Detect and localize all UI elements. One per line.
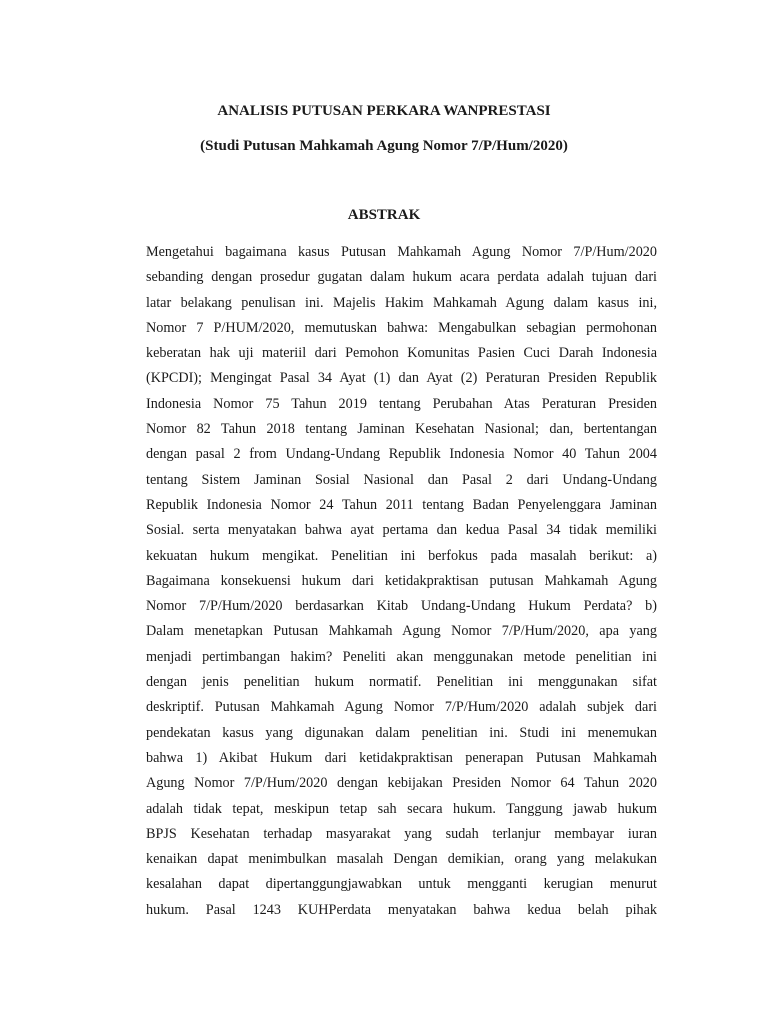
- document-title: ANALISIS PUTUSAN PERKARA WANPRESTASI: [217, 103, 551, 119]
- abstract-line: keberatan hak uji materiil dari Pemohon Komunitas Pasien Cuci Darah Indonesia: [146, 345, 657, 362]
- abstract-line: latar belakang penulisan ini. Majelis Hakim Mahkamah Agung dalam kasus ini,: [146, 294, 657, 311]
- abstract-line: dengan jenis penelitian hukum normatif. Penelitian ini menggunakan sifat: [146, 674, 657, 691]
- abstract-line: bahwa 1) Akibat Hukum dari ketidakpraktisan penerapan Putusan Mahkamah: [146, 749, 657, 766]
- abstract-line: Nomor 82 Tahun 2018 tentang Jaminan Kesehatan Nasional; dan, bertentangan: [146, 421, 657, 438]
- abstract-line: Nomor 7 P/HUM/2020, memutuskan bahwa: Mengabulkan sebagian permohonan: [146, 319, 657, 336]
- abstract-line: dengan pasal 2 from Undang-Undang Republik Indonesia Nomor 40 Tahun 2004: [146, 446, 657, 463]
- abstract-line: pendekatan kasus yang digunakan dalam penelitian ini. Studi ini menemukan: [146, 724, 657, 741]
- abstract-line: Agung Nomor 7/P/Hum/2020 dengan kebijakan Presiden Nomor 64 Tahun 2020: [146, 775, 657, 792]
- abstract-line: kekuatan hukum mengikat. Penelitian ini berfokus pada masalah berikut: a): [146, 547, 657, 564]
- abstract-line: adalah tidak tepat, meskipun tetap sah secara hukum. Tanggung jawab hukum: [146, 800, 657, 817]
- abstract-line: Bagaimana konsekuensi hukum dari ketidakpraktisan putusan Mahkamah Agung: [146, 572, 657, 589]
- abstract-line: kenaikan dapat menimbulkan masalah Dengan demikian, orang yang melakukan: [146, 851, 657, 868]
- abstract-line: (KPCDI); Mengingat Pasal 34 Ayat (1) dan Ayat (2) Peraturan Presiden Republik: [146, 370, 657, 387]
- abstract-body: [146, 240, 657, 923]
- abstract-line: Indonesia Nomor 75 Tahun 2019 tentang Perubahan Atas Peraturan Presiden: [146, 395, 657, 412]
- abstract-line: hukum. Pasal 1243 KUHPerdata menyatakan bahwa kedua belah pihak: [146, 901, 657, 918]
- abstract-line: deskriptif. Putusan Mahkamah Agung Nomor 7/P/Hum/2020 adalah subjek dari: [146, 699, 657, 716]
- abstract-line: menjadi pertimbangan hakim? Peneliti akan menggunakan metode penelitian ini: [146, 648, 657, 665]
- abstract-line: Nomor 7/P/Hum/2020 berdasarkan Kitab Undang-Undang Hukum Perdata? b): [146, 598, 657, 615]
- abstract-line: sebanding dengan prosedur gugatan dalam hukum acara perdata adalah tujuan dari: [146, 269, 657, 286]
- abstract-line: Sosial. serta menyatakan bahwa ayat pertama dan kedua Pasal 34 tidak memiliki: [146, 522, 657, 539]
- abstract-line: BPJS Kesehatan terhadap masyarakat yang sudah terlanjur membayar iuran: [146, 825, 657, 842]
- abstract-line: tentang Sistem Jaminan Sosial Nasional dan Pasal 2 dari Undang-Undang: [146, 471, 657, 488]
- abstract-line: Republik Indonesia Nomor 24 Tahun 2011 tentang Badan Penyelenggara Jaminan: [146, 496, 657, 513]
- section-heading-abstrak: ABSTRAK: [347, 207, 421, 223]
- abstract-line: Mengetahui bagaimana kasus Putusan Mahkamah Agung Nomor 7/P/Hum/2020: [146, 244, 657, 260]
- document-subtitle: (Studi Putusan Mahkamah Agung Nomor 7/P/Hum/2020): [200, 138, 568, 154]
- abstract-line: kesalahan dapat dipertanggungjawabkan untuk mengganti kerugian menurut: [146, 876, 657, 893]
- abstract-line: Dalam menetapkan Putusan Mahkamah Agung Nomor 7/P/Hum/2020, apa yang: [146, 623, 657, 640]
